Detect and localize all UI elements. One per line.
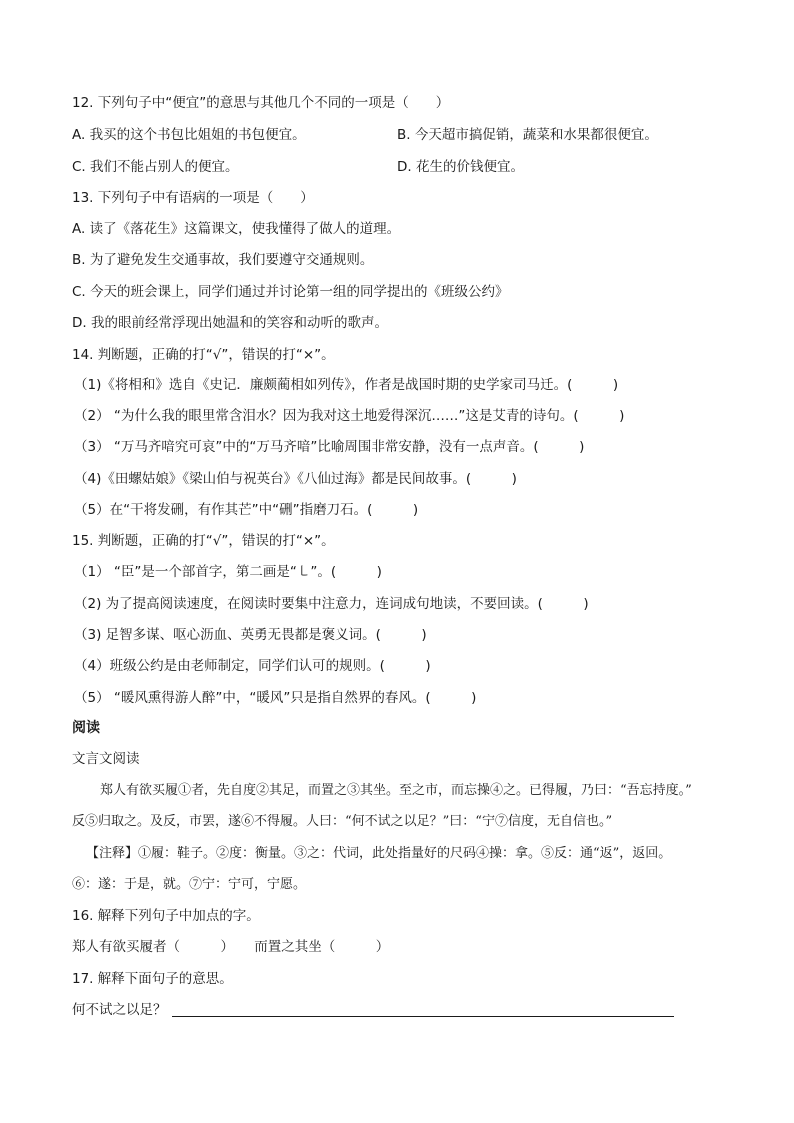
q14-stem: 14. 判断题，正确的打“√”，错误的打“×”。 <box>72 347 335 363</box>
q17-stem: 17. 解释下面句子的意思。 <box>72 971 233 987</box>
q15-item: （2) 为了提高阅读速度，在阅读时要集中注意力，连词成句地读，不要回读。( ) <box>74 596 589 612</box>
q15-item: （1） “臣”是一个部首字，第二画是“㇄”。( ) <box>74 564 382 580</box>
annotation-line: ⑥：遂：于是，就。⑦宁：宁可，宁愿。 <box>72 877 307 892</box>
q17-prompt: 何不试之以足？ <box>72 1002 167 1018</box>
q16-stem: 16. 解释下列句子中加点的字。 <box>72 908 260 924</box>
q13-option-d: D. 我的眼前经常浮现出她温和的笑容和动听的歌声。 <box>72 315 388 331</box>
q12-option-c: C. 我们不能占别人的便宜。 <box>72 159 239 175</box>
q12-option-a: A. 我买的这个书包比姐姐的书包便宜。 <box>72 127 306 143</box>
annotation-line: 【注释】①履：鞋子。②度：衡量。③之：代词，此处指量好的尺码④操：拿。⑤反：通“返”，返回。 <box>86 846 672 861</box>
q14-item: （5）在“干将发硎，有作其芒”中“硎”指磨刀石。( ) <box>74 502 419 518</box>
q12-stem: 12. 下列句子中“便宜”的意思与其他几个不同的一项是（ ） <box>72 95 450 111</box>
q12-option-b: B. 今天超市搞促销，蔬菜和水果都很便宜。 <box>397 127 658 143</box>
classical-passage-line: 郑人有欲买履①者，先自度②其足，而置之③其坐。至之市，而忘操④之。已得履，乃曰：“吾忘持度。” <box>100 783 692 798</box>
reading-subheading: 文言文阅读 <box>72 751 140 767</box>
q15-item: （4）班级公约是由老师制定，同学们认可的规则。( ) <box>74 658 431 674</box>
reading-heading: 阅读 <box>72 720 100 736</box>
answer-blank-line[interactable] <box>172 1016 674 1017</box>
q16-line: 郑人有欲买履者（ ） 而置之其坐（ ） <box>72 939 390 955</box>
q13-option-b: B. 为了避免发生交通事故，我们要遵守交通规则。 <box>72 252 374 268</box>
q12-option-d: D. 花生的价钱便宜。 <box>397 159 524 175</box>
q14-item: （1)《将相和》选自《史记．廉颇蔺相如列传》，作者是战国时期的史学家司马迁。( ) <box>74 377 619 393</box>
q13-stem: 13. 下列句子中有语病的一项是（ ） <box>72 190 314 206</box>
q15-item: （5） “暖风熏得游人醉”中，“暖风”只是指自然界的春风。( ) <box>74 690 477 706</box>
q15-item: （3) 足智多谋、呕心沥血、英勇无畏都是褒义词。( ) <box>74 627 427 643</box>
classical-passage-line: 反⑤归取之。及反，市罢，遂⑥不得履。人曰：“何不试之以足？”曰：“宁⑦信度，无自信也。” <box>72 814 613 829</box>
q13-option-c: C. 今天的班会课上，同学们通过并讨论第一组的同学提出的《班级公约》 <box>72 284 509 300</box>
q13-option-a: A. 读了《落花生》这篇课文，使我懂得了做人的道理。 <box>72 221 401 237</box>
q14-item: （4)《田螺姑娘》《梁山伯与祝英台》《八仙过海》都是民间故事。( ) <box>74 471 517 487</box>
q15-stem: 15. 判断题，正确的打“√”，错误的打“×”。 <box>72 533 335 549</box>
q14-item: （2） “为什么我的眼里常含泪水？因为我对这土地爱得深沉……”这是艾青的诗句。( ) <box>74 408 625 424</box>
q14-item: （3） “万马齐喑究可哀”中的“万马齐喑”比喻周围非常安静，没有一点声音。( ) <box>74 439 585 455</box>
